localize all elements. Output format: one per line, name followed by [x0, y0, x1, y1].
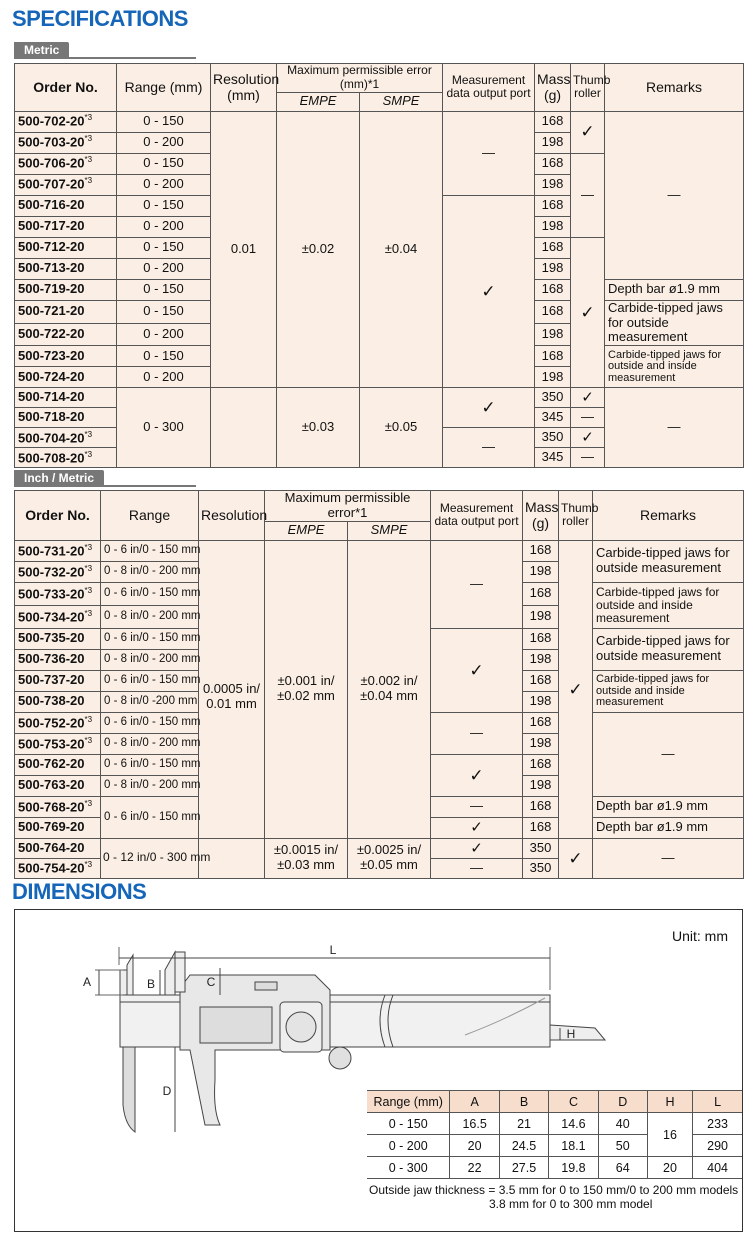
- dim-hdr: B: [499, 1091, 548, 1113]
- range: 0 - 200: [117, 132, 211, 153]
- dim-cell: 20: [647, 1157, 692, 1179]
- dim-cell: 24.5: [499, 1135, 548, 1157]
- dim-cell: 233: [693, 1113, 742, 1135]
- range: 0 - 12 in/0 - 300 mm: [101, 838, 199, 878]
- remarks: —: [605, 111, 744, 279]
- range: 0 - 150: [117, 346, 211, 367]
- data-port: —: [431, 712, 523, 754]
- hdr-range: Range (mm): [117, 64, 211, 112]
- mass: 198: [523, 775, 559, 796]
- mass: 168: [523, 712, 559, 733]
- hdr-order: Order No.: [15, 64, 117, 112]
- order-no: 500-724-20: [15, 367, 117, 388]
- dimensions-panel: [14, 909, 743, 1232]
- dim-cell: 16: [647, 1113, 692, 1157]
- dim-label-B: B: [146, 977, 156, 991]
- dial-button: [286, 1012, 316, 1042]
- remarks: —: [593, 838, 744, 878]
- hdr-resolution: Resolution (mm): [211, 64, 277, 112]
- range: 0 - 8 in/0 - 200 mm: [101, 561, 199, 582]
- range: 0 - 150: [117, 237, 211, 258]
- range: 0 - 150: [117, 300, 211, 323]
- mass: 350: [535, 428, 571, 448]
- range: 0 - 6 in/0 - 150 mm: [101, 582, 199, 605]
- dim-hdr: C: [549, 1091, 598, 1113]
- remarks: Depth bar ø1.9 mm: [593, 817, 744, 838]
- data-port: ✓: [431, 838, 523, 858]
- mass: 345: [535, 408, 571, 428]
- mass: 198: [535, 258, 571, 279]
- order-no: 500-719-20: [15, 279, 117, 300]
- mass: 168: [523, 796, 559, 817]
- mass: 168: [523, 817, 559, 838]
- range: 0 - 200: [117, 367, 211, 388]
- lcd-display: [200, 1007, 272, 1043]
- data-port: ✓: [431, 754, 523, 796]
- mass: 350: [535, 388, 571, 408]
- hdr-mass: Mass (g): [523, 491, 559, 541]
- remarks: Carbide-tipped jaws for outside and inside measurement: [605, 346, 744, 388]
- order-no: 500-713-20: [15, 258, 117, 279]
- mass: 168: [535, 195, 571, 216]
- order-no: 500-768-20$^{*3}$: [15, 796, 101, 817]
- dim-cell: 22: [450, 1157, 499, 1179]
- order-no: 500-732-20$^{*3}$: [15, 561, 101, 582]
- dimension-table: [367, 1090, 742, 1179]
- data-port: ✓: [431, 817, 523, 838]
- inch-tab: Inch / Metric: [14, 470, 104, 486]
- data-port: —: [431, 796, 523, 817]
- hdr-smpe: SMPE: [360, 92, 443, 111]
- range: 0 - 150: [117, 111, 211, 132]
- dim-cell: 16.5: [450, 1113, 499, 1135]
- order-no: 500-735-20: [15, 628, 101, 649]
- range: 0 - 6 in/0 - 150 mm: [101, 628, 199, 649]
- range: 0 - 300: [117, 388, 211, 468]
- thumb-roller: ✓: [571, 111, 605, 153]
- unit-label: Unit: mm: [672, 928, 728, 944]
- resolution: [211, 388, 277, 468]
- mass: 168: [535, 346, 571, 367]
- dimensions-title: DIMENSIONS: [12, 879, 147, 904]
- mass: 198: [535, 367, 571, 388]
- order-no: 500-723-20: [15, 346, 117, 367]
- data-port: —: [431, 540, 523, 628]
- dim-cell: 0 - 200: [367, 1135, 450, 1157]
- dim-cell: 404: [693, 1157, 742, 1179]
- dim-label-A: A: [82, 975, 92, 989]
- dim-hdr: L: [693, 1091, 742, 1113]
- empe: ±0.02: [277, 111, 360, 388]
- hdr-mpe: Maximum permissible error*1: [265, 491, 431, 522]
- mass: 198: [523, 561, 559, 582]
- order-no: 500-702-20$^{*3}$: [15, 111, 117, 132]
- range: 0 - 8 in/0 - 200 mm: [101, 775, 199, 796]
- data-port: —: [443, 111, 535, 195]
- thumb-roller-wheel: [329, 1047, 351, 1069]
- smpe: ±0.04: [360, 111, 443, 388]
- range: 0 - 150: [117, 153, 211, 174]
- range: 0 - 200: [117, 216, 211, 237]
- empe: ±0.001 in/ ±0.02 mm: [265, 540, 348, 838]
- smpe: ±0.002 in/ ±0.04 mm: [348, 540, 431, 838]
- mass: 198: [535, 174, 571, 195]
- order-no: 500-762-20: [15, 754, 101, 775]
- smpe: ±0.05: [360, 388, 443, 468]
- order-no: 500-718-20: [15, 408, 117, 428]
- mass: 198: [523, 605, 559, 628]
- resolution: 0.01: [211, 111, 277, 388]
- thumb-roller: ✓: [571, 388, 605, 408]
- mass: 198: [523, 691, 559, 712]
- hdr-thumb: Thumb roller: [571, 64, 605, 112]
- order-no: 500-731-20$^{*3}$: [15, 540, 101, 561]
- thumb-roller: ✓: [571, 428, 605, 448]
- mass: 350: [523, 838, 559, 858]
- range: 0 - 200: [117, 258, 211, 279]
- dim-hdr: A: [450, 1091, 499, 1113]
- range: 0 - 6 in/0 - 150 mm: [101, 712, 199, 733]
- spec-title: SPECIFICATIONS: [12, 6, 188, 31]
- mass: 168: [535, 300, 571, 323]
- remarks: Carbide-tipped jaws for outside measurement: [593, 540, 744, 582]
- dim-cell: 19.8: [549, 1157, 598, 1179]
- order-no: 500-704-20$^{*3}$: [15, 428, 117, 448]
- mass: 198: [535, 216, 571, 237]
- dim-label-H: H: [566, 1027, 576, 1041]
- dim-cell: 40: [598, 1113, 647, 1135]
- thumb-roller: —: [571, 448, 605, 468]
- order-no: 500-722-20: [15, 323, 117, 346]
- mass: 198: [523, 733, 559, 754]
- dim-cell: 0 - 300: [367, 1157, 450, 1179]
- remarks: Carbide-tipped jaws for outside and inside measurement: [593, 582, 744, 628]
- mass: 345: [535, 448, 571, 468]
- metric-spec-table: [14, 63, 744, 468]
- order-no: 500-738-20: [15, 691, 101, 712]
- thumb-roller: —: [571, 408, 605, 428]
- hdr-empe: EMPE: [265, 521, 348, 540]
- order-no: 500-734-20$^{*3}$: [15, 605, 101, 628]
- mass: 168: [523, 754, 559, 775]
- order-no: 500-769-20: [15, 817, 101, 838]
- hdr-mass: Mass (g): [535, 64, 571, 112]
- mass: 350: [523, 858, 559, 878]
- order-no: 500-721-20: [15, 300, 117, 323]
- data-port: ✓: [431, 628, 523, 712]
- range: 0 - 6 in/0 - 150 mm: [101, 670, 199, 691]
- thumb-roller: ✓: [559, 540, 593, 838]
- remarks: Depth bar ø1.9 mm: [605, 279, 744, 300]
- dim-hdr: H: [647, 1091, 692, 1113]
- order-no: 500-712-20: [15, 237, 117, 258]
- mass: 168: [535, 237, 571, 258]
- remarks: Carbide-tipped jaws for outside measurement: [605, 300, 744, 346]
- empe: ±0.0015 in/ ±0.03 mm: [265, 838, 348, 878]
- remarks: Depth bar ø1.9 mm: [593, 796, 744, 817]
- order-no: 500-763-20: [15, 775, 101, 796]
- thumb-roller: —: [571, 153, 605, 237]
- order-no: 500-703-20$^{*3}$: [15, 132, 117, 153]
- mass: 198: [535, 132, 571, 153]
- smpe: ±0.0025 in/ ±0.05 mm: [348, 838, 431, 878]
- range: 0 - 150: [117, 195, 211, 216]
- dim-label-C: C: [206, 975, 216, 989]
- range: 0 - 6 in/0 - 150 mm: [101, 754, 199, 775]
- mass: 168: [535, 279, 571, 300]
- resolution: 0.0005 in/ 0.01 mm: [199, 540, 265, 838]
- hdr-range: Range: [101, 491, 199, 541]
- range: 0 - 8 in/0 - 200 mm: [101, 733, 199, 754]
- mass: 168: [523, 582, 559, 605]
- data-port: —: [431, 858, 523, 878]
- range: 0 - 6 in/0 - 150 mm: [101, 540, 199, 561]
- range: 0 - 150: [117, 279, 211, 300]
- order-no: 500-714-20: [15, 388, 117, 408]
- hdr-smpe: SMPE: [348, 521, 431, 540]
- inch-spec-table: [14, 490, 744, 879]
- dim-cell: 21: [499, 1113, 548, 1135]
- dim-label-L: L: [329, 943, 337, 957]
- dim-cell: 50: [598, 1135, 647, 1157]
- dim-cell: 290: [693, 1135, 742, 1157]
- hdr-remarks: Remarks: [605, 64, 744, 112]
- metric-tab: Metric: [14, 42, 69, 58]
- thumb-roller: ✓: [559, 838, 593, 878]
- jaw-thickness-note: [369, 1183, 738, 1211]
- order-no: 500-706-20$^{*3}$: [15, 153, 117, 174]
- hdr-resolution: Resolution: [199, 491, 265, 541]
- data-port: ✓: [443, 195, 535, 388]
- mass: 198: [523, 649, 559, 670]
- dim-cell: 64: [598, 1157, 647, 1179]
- mass: 168: [535, 153, 571, 174]
- range: 0 - 8 in/0 - 200 mm: [101, 605, 199, 628]
- range: 0 - 200: [117, 174, 211, 195]
- dim-cell: 0 - 150: [367, 1113, 450, 1135]
- order-no: 500-753-20$^{*3}$: [15, 733, 101, 754]
- hdr-remarks: Remarks: [593, 491, 744, 541]
- order-no: 500-707-20$^{*3}$: [15, 174, 117, 195]
- data-port: —: [443, 428, 535, 468]
- mass: 168: [523, 540, 559, 561]
- order-no: 500-754-20$^{*3}$: [15, 858, 101, 878]
- hdr-empe: EMPE: [277, 92, 360, 111]
- note-line-1: Outside jaw thickness = 3.5 mm for 0 to 150 mm/0 to 200 mm models: [369, 1183, 739, 1197]
- order-no: 500-708-20$^{*3}$: [15, 448, 117, 468]
- hdr-thumb: Thumb roller: [559, 491, 593, 541]
- hdr-order: Order No.: [15, 491, 101, 541]
- mass: 168: [535, 111, 571, 132]
- dim-cell: 27.5: [499, 1157, 548, 1179]
- hdr-data-port: Measurement data output port: [443, 64, 535, 112]
- range: 0 - 6 in/0 - 150 mm: [101, 796, 199, 838]
- dim-hdr: Range (mm): [367, 1091, 450, 1113]
- order-no: 500-752-20$^{*3}$: [15, 712, 101, 733]
- order-no: 500-733-20$^{*3}$: [15, 582, 101, 605]
- mass: 168: [523, 670, 559, 691]
- remarks: Carbide-tipped jaws for outside and inside measurement: [593, 670, 744, 712]
- fixed-jaw: [123, 1047, 135, 1132]
- note-line-2: 3.8 mm for 0 to 300 mm model: [489, 1197, 653, 1211]
- order-no: 500-737-20: [15, 670, 101, 691]
- tab-underline: [14, 485, 196, 487]
- mass: 168: [523, 628, 559, 649]
- range: 0 - 8 in/0 -200 mm: [101, 691, 199, 712]
- remarks: Carbide-tipped jaws for outside measurement: [593, 628, 744, 670]
- hdr-data-port: Measurement data output port: [431, 491, 523, 541]
- range: 0 - 8 in/0 - 200 mm: [101, 649, 199, 670]
- dim-cell: 14.6: [549, 1113, 598, 1135]
- dim-cell: 18.1: [549, 1135, 598, 1157]
- hdr-mpe: Maximum permissible error (mm)*1: [277, 64, 443, 93]
- dim-label-D: D: [162, 1084, 172, 1098]
- order-no: 500-717-20: [15, 216, 117, 237]
- range: 0 - 200: [117, 323, 211, 346]
- remarks: —: [605, 388, 744, 468]
- dim-cell: 20: [450, 1135, 499, 1157]
- dim-hdr: D: [598, 1091, 647, 1113]
- order-no: 500-764-20: [15, 838, 101, 858]
- mass: 198: [535, 323, 571, 346]
- order-no: 500-716-20: [15, 195, 117, 216]
- data-port: ✓: [443, 388, 535, 428]
- remarks: —: [593, 712, 744, 796]
- order-no: 500-736-20: [15, 649, 101, 670]
- tab-underline: [14, 57, 196, 59]
- empe: ±0.03: [277, 388, 360, 468]
- thumb-roller: ✓: [571, 237, 605, 388]
